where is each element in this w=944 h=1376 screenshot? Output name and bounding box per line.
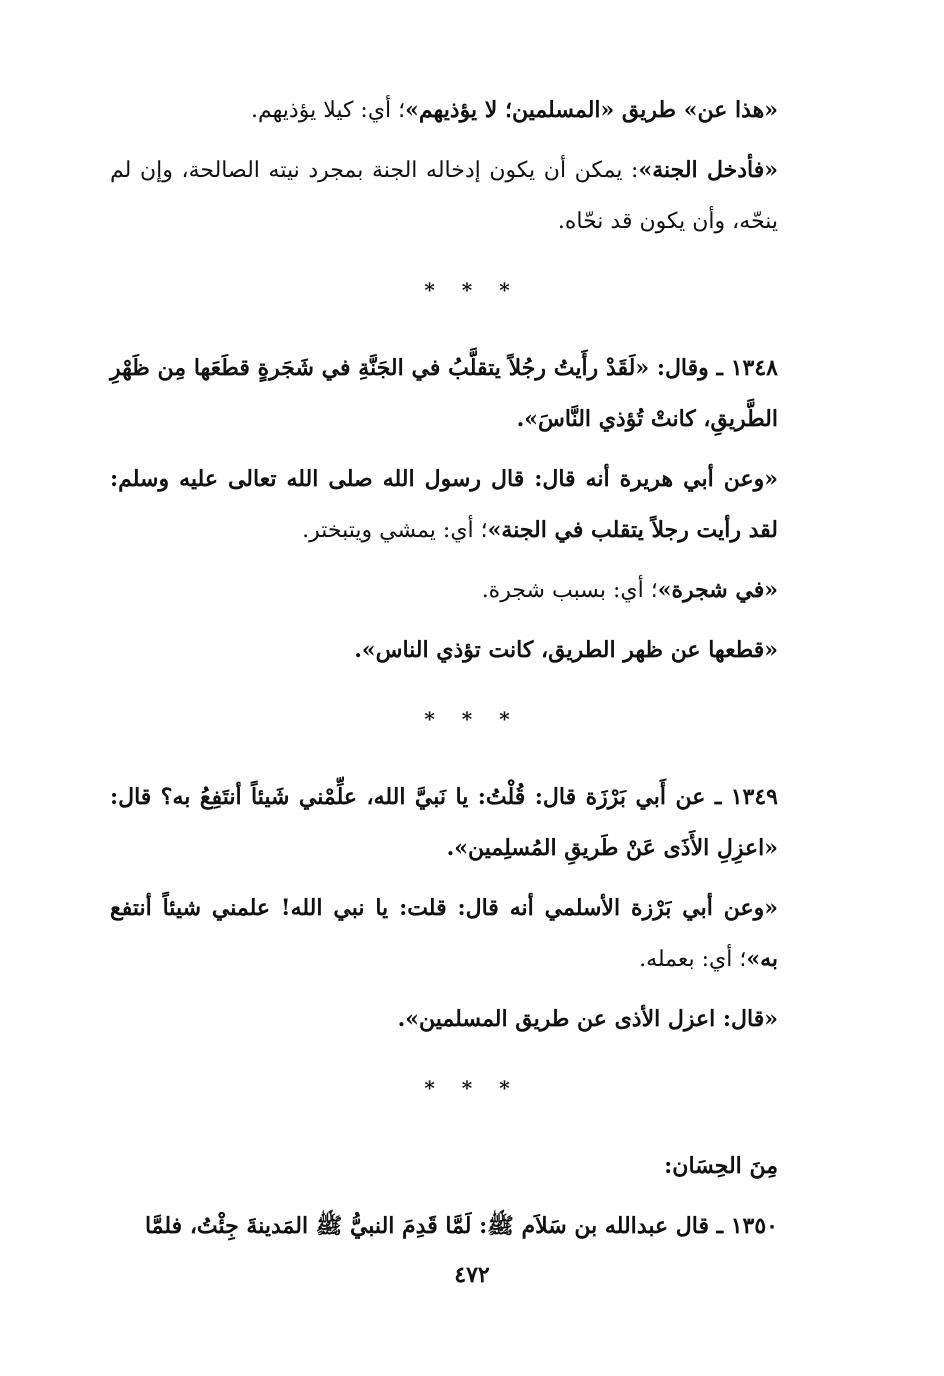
paragraph-gloss-5: «قطعها عن ظهر الطريق، كانت تؤذي الناس». [354,637,778,663]
paragraph-gloss-1 [110,85,834,136]
paragraph-gloss-4 [110,565,834,616]
commentary-text: ؛ أي: بسبب شجرة. [481,578,658,603]
section-separator: * * * [424,278,520,302]
page-number: ٤٧٢ [454,1262,490,1288]
hadith-1349: ١٣٤٩ ـ عن أَبي بَرْزَة قال: قُلْتُ: يا نَبيَّ الله، علِّمْني شَيئاً أنتَفِعُ به؟ قال: «اعزِلِ الأَذَى عَنْ طَريقِ المُسلِمين». [110,784,778,861]
paragraph-gloss-6 [110,883,834,985]
commentary-text: ؛ أي: كيلا يؤذيهم. [251,98,406,123]
commentary-text: ؛ أي: يمشي ويتبختر. [302,518,488,543]
commentary-text: ؛ أي: بعمله. [639,947,747,972]
commentary-text: : يمكن أن يكون إدخاله الجنة بمجرد نيته الصالحة، وإن لم ينحّه، وأن يكون قد نحّاه. [110,158,778,234]
page-body [110,85,834,1261]
quoted-text: «وعن أبي بَرْزة الأسلمي أنه قال: قلت: يا نبي الله! علمني شيئاً أنتفع به» [110,895,778,972]
section-heading-hisan: مِنَ الحِسَان: [664,1153,778,1179]
quoted-text: «وعن أبي هريرة أنه قال: قال رسول الله صلى الله تعالى عليه وسلم: لقد رأيت رجلاً يتقلب في الجنة» [110,466,778,543]
paragraph-gloss-3 [110,454,834,556]
quoted-text: «هذا عن» طريق «المسلمين؛ لا يؤذيهم» [405,97,778,123]
hadith-1350: ١٣٥٠ ـ قال عبدالله بن سَلاَم ﷺ: لَمَّا قَدِمَ النبيُّ ﷺ المَدينةَ جِئْتُ، فلمَّا [144,1213,778,1239]
quoted-text: «في شجرة» [657,577,778,603]
hadith-1348: ١٣٤٨ ـ وقال: «لَقَدْ رأَيتُ رجُلاً يتقلَّبُ في الجَنَّةِ في شَجَرةٍ قطَعَها مِن ظَهْرِ الطَّريقِ، كانتْ تُؤذي النَّاسَ». [110,355,778,432]
quoted-text: «فأدخل الجنة» [638,157,778,183]
paragraph-gloss-2 [110,145,834,247]
paragraph-gloss-7: «قال: اعزل الأذى عن طريق المسلمين». [397,1006,778,1032]
section-separator: * * * [424,707,520,731]
section-separator: * * * [424,1076,520,1100]
